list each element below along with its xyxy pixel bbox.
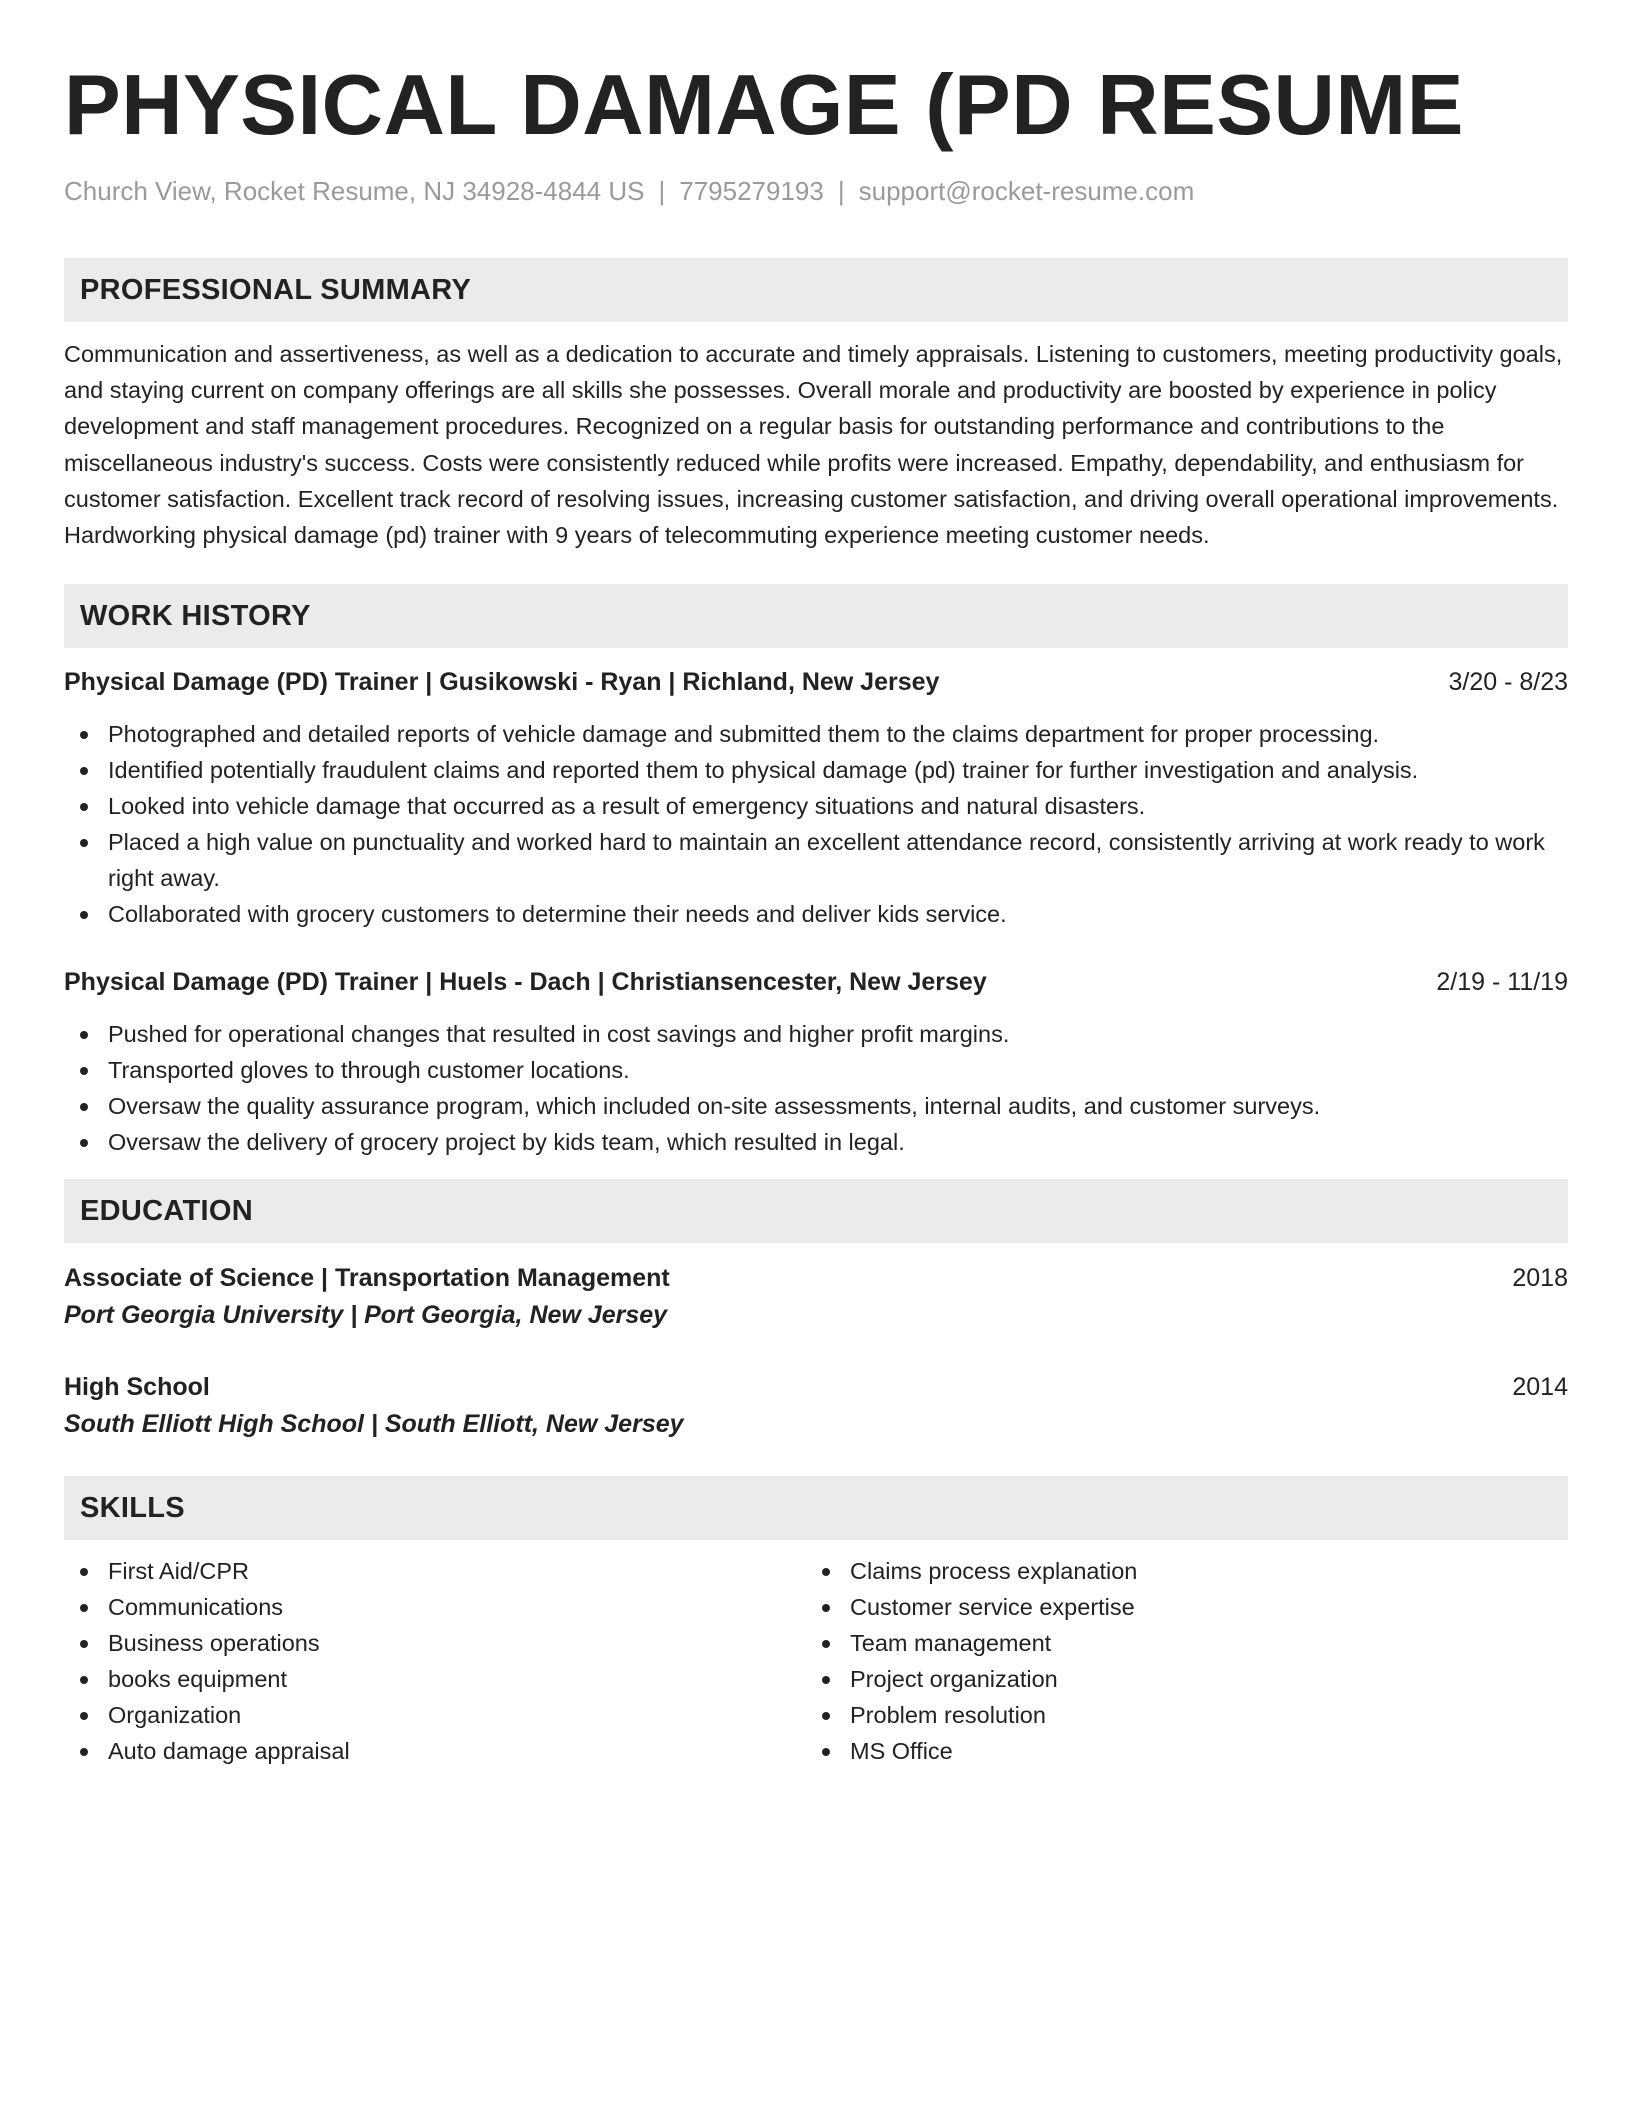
education-header xyxy=(64,1260,1568,1296)
job-entry xyxy=(64,665,1568,932)
job-bullet: Photographed and detailed reports of vehicle damage and submitted them to the claims department for proper processing. xyxy=(64,716,1568,752)
skill-item: Team management xyxy=(806,1625,1548,1661)
skill-item: Project organization xyxy=(806,1661,1548,1697)
job-bullet: Looked into vehicle damage that occurred as a result of emergency situations and natural disasters. xyxy=(64,788,1568,824)
education-entry xyxy=(64,1369,1568,1443)
job-bullet: Oversaw the quality assurance program, which included on-site assessments, internal audits, and customer surveys. xyxy=(64,1088,1568,1124)
work-section-header xyxy=(64,584,1568,648)
skills-columns xyxy=(64,1553,1568,1769)
education-year: 2014 xyxy=(1512,1373,1568,1402)
education-school: Port Georgia University | Port Georgia, New Jersey xyxy=(64,1301,668,1330)
resume-page xyxy=(64,0,1568,1769)
skill-item: Claims process explanation xyxy=(806,1553,1548,1589)
job-bullets xyxy=(64,716,1568,932)
skills-list-right xyxy=(806,1553,1548,1769)
education-year: 2018 xyxy=(1512,1264,1568,1293)
skill-item: books equipment xyxy=(64,1661,806,1697)
skill-item: First Aid/CPR xyxy=(64,1553,806,1589)
job-entry xyxy=(64,965,1568,1160)
skill-item: Problem resolution xyxy=(806,1697,1548,1733)
job-title: Physical Damage (PD) Trainer | Huels - Dach | Christiansencester, New Jersey xyxy=(64,968,987,997)
education-school: South Elliott High School | South Elliott, New Jersey xyxy=(64,1410,684,1439)
skill-item: Auto damage appraisal xyxy=(64,1733,806,1769)
job-dates: 3/20 - 8/23 xyxy=(1448,668,1568,697)
job-title: Physical Damage (PD) Trainer | Gusikowski - Ryan | Richland, New Jersey xyxy=(64,668,940,697)
skills-section-header xyxy=(64,1476,1568,1540)
job-bullet: Transported gloves to through customer locations. xyxy=(64,1052,1568,1088)
education-degree: Associate of Science | Transportation Management xyxy=(64,1264,670,1293)
education-header xyxy=(64,1369,1568,1405)
job-dates: 2/19 - 11/19 xyxy=(1436,968,1568,997)
job-bullet: Oversaw the delivery of grocery project by kids team, which resulted in legal. xyxy=(64,1124,1568,1160)
skill-item: Organization xyxy=(64,1697,806,1733)
job-bullet: Placed a high value on punctuality and worked hard to maintain an excellent attendance record, consistently arriving at work ready to work right away. xyxy=(64,824,1568,896)
contact-address: Church View, Rocket Resume, NJ 34928-4844 US xyxy=(64,176,645,206)
job-bullet: Pushed for operational changes that resulted in cost savings and higher profit margins. xyxy=(64,1016,1568,1052)
contact-phone: 7795279193 xyxy=(679,176,824,206)
education-entry xyxy=(64,1260,1568,1334)
skills-list-left xyxy=(64,1553,806,1769)
contact-line xyxy=(64,174,1568,208)
job-header xyxy=(64,965,1568,999)
contact-separator: | xyxy=(837,176,845,206)
education-heading: EDUCATION xyxy=(80,1194,253,1227)
job-bullet: Identified potentially fraudulent claims and reported them to physical damage (pd) trainer for further investigation and analysis. xyxy=(64,752,1568,788)
skill-item: Customer service expertise xyxy=(806,1589,1548,1625)
job-bullets xyxy=(64,1016,1568,1160)
summary-heading: PROFESSIONAL SUMMARY xyxy=(80,273,472,306)
resume-name: PHYSICAL DAMAGE (PD RESUME xyxy=(64,58,1464,153)
summary-section-header xyxy=(64,258,1568,322)
skill-item: MS Office xyxy=(806,1733,1548,1769)
work-heading: WORK HISTORY xyxy=(80,599,311,632)
job-header xyxy=(64,665,1568,699)
skill-item: Business operations xyxy=(64,1625,806,1661)
contact-email: support@rocket-resume.com xyxy=(858,176,1195,206)
summary-text: Communication and assertiveness, as well as a dedication to accurate and timely appraisals. Listening to customers, meeting productivity goals, and staying current on company offerings are all skills she possesses. Overall morale and productivity are boosted by experience in policy development and staff management procedures. Recognized on a regular basis for outstanding performance and contributions to the miscellaneous industry's success. Costs were consistently reduced while profits were increased. Empathy, dependability, and enthusiasm for customer satisfaction. Excellent track record of resolving issues, increasing customer satisfaction, and driving overall operational improvements. Hardworking physical damage (pd) trainer with 9 years of telecommuting experience meeting customer needs. xyxy=(64,341,1563,549)
education-degree: High School xyxy=(64,1373,210,1402)
skills-heading: SKILLS xyxy=(80,1491,185,1524)
skill-item: Communications xyxy=(64,1589,806,1625)
job-bullet: Collaborated with grocery customers to determine their needs and deliver kids service. xyxy=(64,896,1568,932)
education-section-header xyxy=(64,1179,1568,1243)
contact-separator: | xyxy=(658,176,666,206)
